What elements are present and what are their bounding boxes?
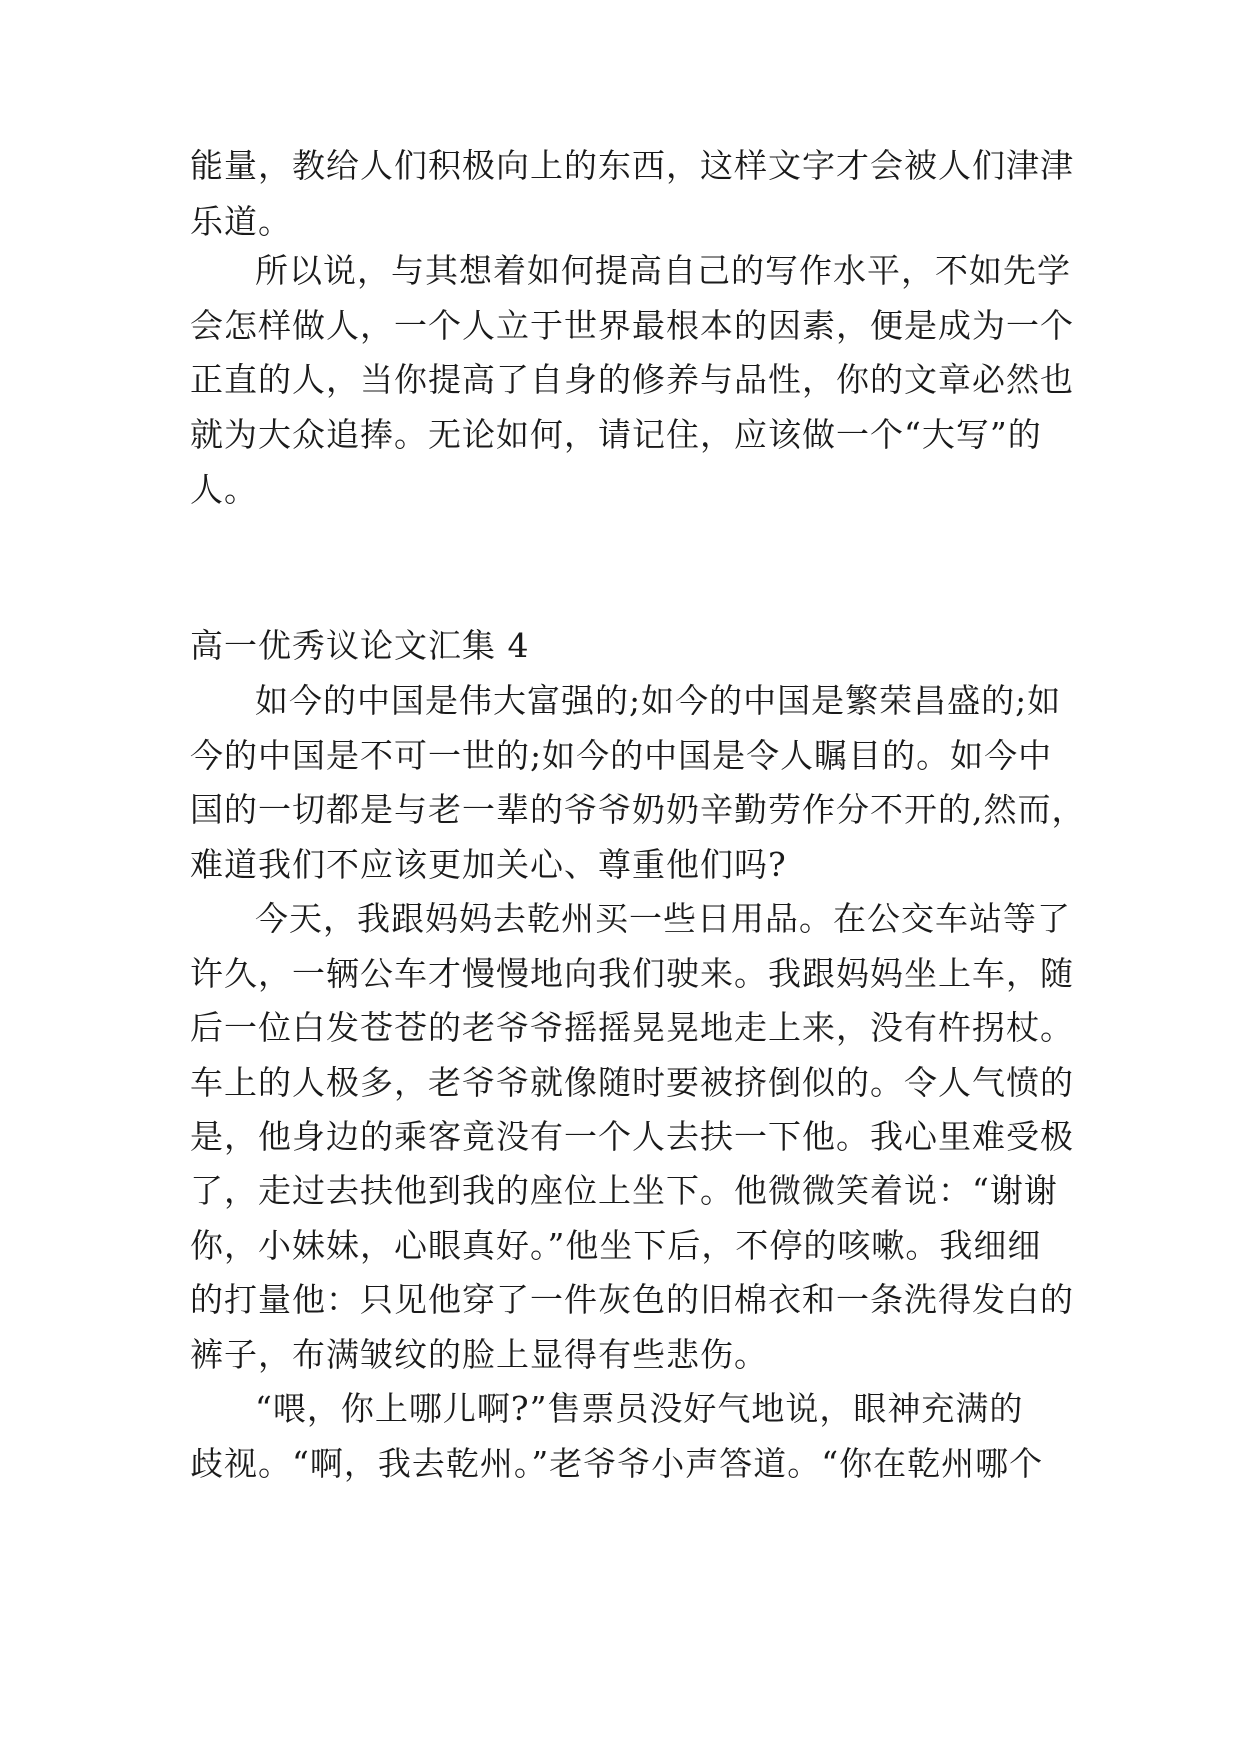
text-line: 就为大众追捧。无论如何，请记住，应该做一个“大写”的 [190,415,1042,454]
text-line: 乐道。 [190,202,292,241]
text-line: 所以说，与其想着如何提高自己的写作水平，不如先学 [255,251,1071,290]
text-line: 国的一切都是与老一辈的爷爷奶奶辛勤劳作分不开的,然而， [190,790,1086,829]
text-line: 如今的中国是伟大富强的;如今的中国是繁荣昌盛的;如 [255,681,1062,720]
text-line: 人。 [190,470,258,509]
text-line: 了，走过去扶他到我的座位上坐下。他微微笑着说：“谢谢 [190,1171,1058,1210]
text-line: 是，他身边的乘客竟没有一个人去扶一下他。我心里难受极 [190,1117,1074,1156]
text-line: 正直的人，当你提高了自身的修养与品性，你的文章必然也 [190,360,1074,399]
text-line: “喂，你上哪儿啊?”售票员没好气地说，眼神充满的 [255,1389,1024,1428]
text-line: 车上的人极多，老爷爷就像随时要被挤倒似的。令人气愤的 [190,1063,1074,1102]
text-line: 会怎样做人，一个人立于世界最根本的因素，便是成为一个 [190,306,1074,345]
text-line: 难道我们不应该更加关心、尊重他们吗? [190,845,787,884]
text-line: 能量，教给人们积极向上的东西，这样文字才会被人们津津 [190,146,1074,185]
text-line: 今的中国是不可一世的;如今的中国是令人瞩目的。如今中 [190,736,1053,775]
text-line: 后一位白发苍苍的老爷爷摇摇晃晃地走上来，没有杵拐杖。 [190,1008,1074,1047]
section-heading: 高一优秀议论文汇集 4 [190,626,530,665]
text-line: 的打量他：只见他穿了一件灰色的旧棉衣和一条洗得发白的 [190,1280,1074,1319]
text-line: 今天，我跟妈妈去乾州买一些日用品。在公交车站等了 [255,899,1071,938]
text-line: 许久，一辆公车才慢慢地向我们驶来。我跟妈妈坐上车，随 [190,954,1074,993]
text-line: 歧视。“啊，我去乾州。”老爷爷小声答道。“你在乾州哪个 [190,1444,1044,1483]
text-line: 裤子，布满皱纹的脸上显得有些悲伤。 [190,1335,768,1374]
text-line: 你，小妹妹，心眼真好。”他坐下后，不停的咳嗽。我细细 [190,1226,1042,1265]
